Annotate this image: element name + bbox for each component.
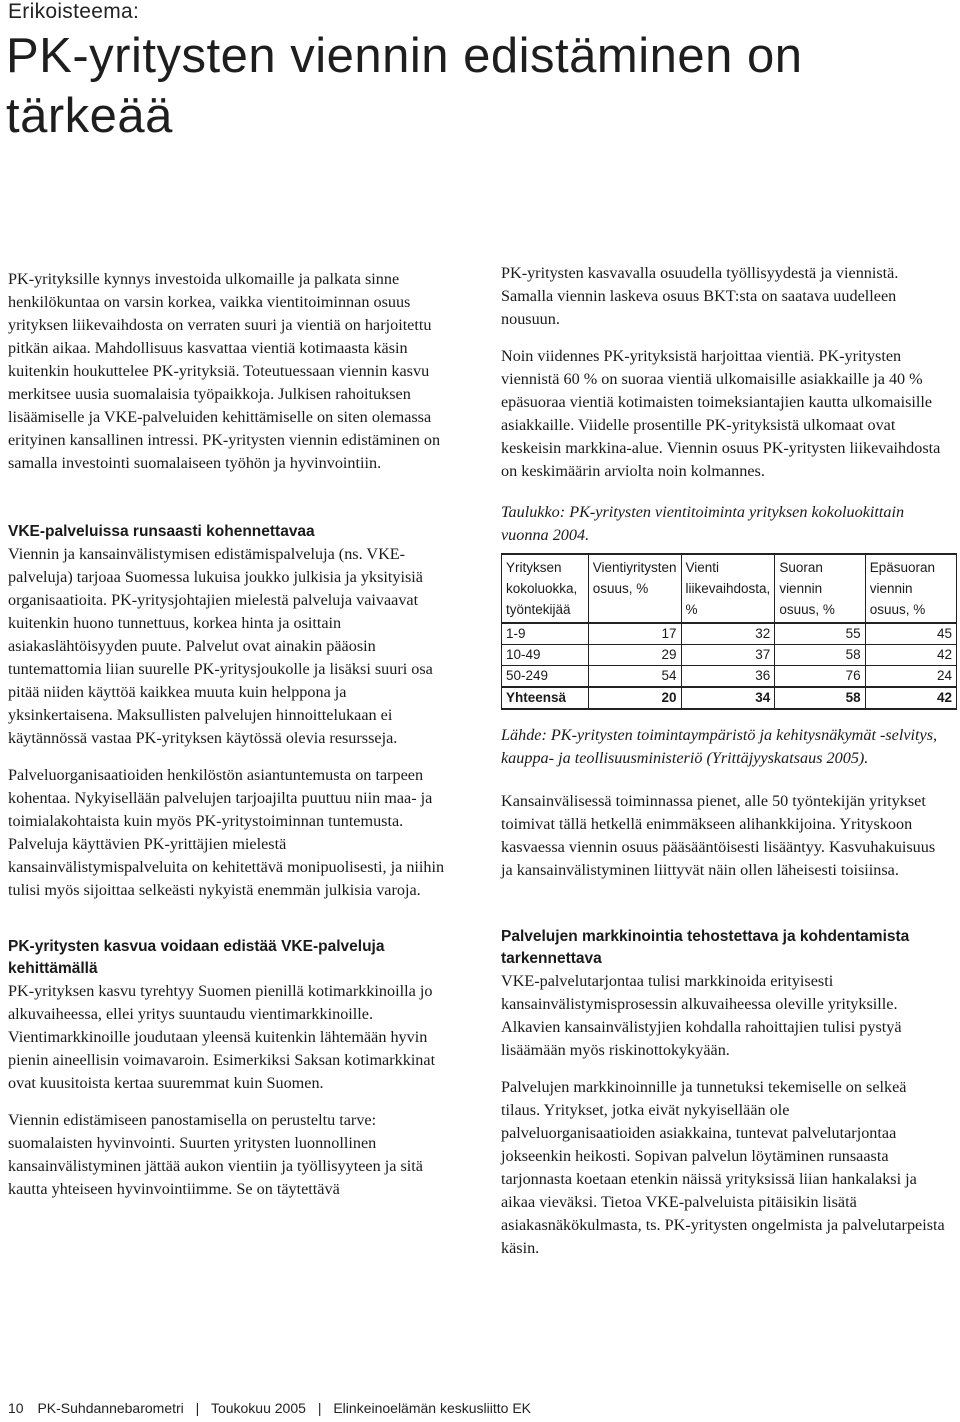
table-row [502, 645, 957, 666]
table-cell: 36 [681, 666, 775, 688]
column-header: Epäsuoran viennin osuus, % [865, 554, 956, 623]
table-cell: 76 [775, 666, 865, 688]
body-paragraph: VKE-palvelutarjontaa tulisi markkinoida erityisesti kansainvälistymisprosessin alkuvaiheessa oleville yrityksille. Alkavien kansainvälistyjien kohdalla rahoittajien tulisi pystyä lisäämään myös riskinottokykyään. [501, 972, 902, 1059]
section-heading-growth: PK-yritysten kasvua voidaan edistää VKE-palveluja kehittämällä [8, 938, 385, 977]
body-paragraph: PK-yrityksen kasvu tyrehtyy Suomen pienillä kotimarkkinoilla jo alkuvaiheessa, ellei yritys suuntaudu vientimarkkinoille. Vientimarkkinoille joudutaan yleensä kuitenkin lähtemään hyvin pienin aineellisin voimavaroin. Esimerkiksi Saksan kotimarkkinat ovat kuusitoista kertaa suuremmat kuin Suomen. [8, 982, 436, 1092]
body-paragraph: Viennin edistämiseen panostamisella on perusteltu tarve: suomalaisten hyvinvointi. Suurten yritysten luonnollinen kansainvälistyminen jättää aukon vientiin ja työllisyyteen ja sitä kautta yhteiseen hyvinvointiimme. Se on täytettävä [8, 1111, 423, 1198]
column-header: Vienti liikevaihdosta, % [681, 554, 775, 623]
table-cell: 55 [775, 623, 865, 645]
body-paragraph: PK-yritysten kasvavalla osuudella työllisyydestä ja viennistä. Samalla viennin laskeva osuus BKT:sta on saatava uudelleen nousuun. [501, 264, 899, 328]
table-caption: Taulukko: PK-yritysten vientitoiminta yrityksen kokoluokittain vuonna 2004. [501, 503, 905, 544]
table-cell: 29 [588, 645, 681, 666]
table-cell: 50-249 [502, 666, 589, 688]
export-table [501, 553, 957, 710]
table-cell: Yhteensä [502, 687, 589, 709]
table-total-row [502, 687, 957, 709]
column-header: Suoran viennin osuus, % [775, 554, 865, 623]
table-source: Lähde: PK-yritysten toimintaympäristö ja kehitysnäkymät -selvitys, kauppa- ja teollisuusministeriö (Yrittäjyyskatsaus 2005). [501, 726, 938, 767]
table-cell: 1-9 [502, 623, 589, 645]
page-number: 10 [8, 1400, 24, 1416]
table-cell: 58 [775, 687, 865, 709]
table-cell: 24 [865, 666, 956, 688]
footer-publisher: Elinkeinoelämän keskusliitto EK [333, 1400, 531, 1416]
footer-separator: | [195, 1400, 200, 1416]
footer-separator: | [317, 1400, 322, 1416]
table-cell: 32 [681, 623, 775, 645]
page-title: PK-yritysten viennin edistäminen on tärkeää [6, 29, 803, 143]
left-column [8, 268, 454, 1215]
column-header: Yrityksen kokoluokka, työntekijää [502, 554, 589, 623]
table-cell: 45 [865, 623, 956, 645]
table-row [502, 623, 957, 645]
table-cell: 54 [588, 666, 681, 688]
body-paragraph: Kansainvälisessä toiminnassa pienet, alle 50 työntekijän yritykset toimivat tällä hetkellä enimmäkseen alihankkijoina. Yrityskoon kasvaessa viennin osuus pääsääntöisesti lisääntyy. Kasvuhakuisuus ja kansainvälistyminen liittyvät näin ollen läheisesti toisiinsa. [501, 792, 936, 879]
body-paragraph: Palveluorganisaatioiden henkilöstön asiantuntemusta on tarpeen kohentaa. Nykyisellään palvelujen tarjoajilta puuttuu niin maa- ja toimialakohtaista kuin myös PK-yritystoiminnan tuntemusta. Palveluja käyttävien PK-yrittäjien mielestä kansainvälistymispalveluita on kehitettävä monipuolisesti, ja niihin tulisi myös sijoittaa selkeästi nykyistä enemmän julkisia varoja. [8, 766, 445, 899]
body-paragraph: Palvelujen markkinoinnille ja tunnetuksi tekemiselle on selkeä tilaus. Yritykset, jotka eivät nykyisellään ole palveluorganisaatioiden asiakkaina, tuntevat palvelutarjontaa jokseenkin heikosti. Sopivan palvelun löytäminen runsaasta tarjonnasta koetaan etenkin näissä yrityksissä liian hankalaksi ja aikaa vieväksi. Tietoa VKE-palveluista pitäisikin lisätä asiakasnäkökulmasta, ts. PK-yritysten ongelmista ja palvelutarpeista käsin. [501, 1078, 945, 1257]
page-footer [8, 1400, 531, 1416]
section-heading-vke: VKE-palveluissa runsaasti kohennettavaa [8, 523, 315, 540]
footer-issue: Toukokuu 2005 [210, 1400, 306, 1416]
section-kicker: Erikoisteema: [8, 0, 140, 23]
table-cell: 37 [681, 645, 775, 666]
table-row [502, 666, 957, 688]
table-cell: 20 [588, 687, 681, 709]
table-header-row [502, 554, 957, 623]
column-header: Vientiyritysten osuus, % [588, 554, 681, 623]
table-cell: 34 [681, 687, 775, 709]
footer-publication: PK-Suhdannebarometri [37, 1400, 184, 1416]
right-column [501, 262, 952, 1274]
section-heading-marketing: Palvelujen markkinointia tehostettava ja kohdentamista tarkennettava [501, 928, 910, 967]
body-paragraph: Viennin ja kansainvälistymisen edistämispalveluja (ns. VKE-palveluja) tarjoaa Suomessa lukuisa joukko julkisia ja yksityisiä organisaatioita. PK-yritysjohtajien mielestä palveluja vaivaavat kuitenkin huono tunnettuus, korkea hinta ja osittain asiakaslähtöisyyden puute. Palvelut ovat ainakin pääosin tuntemattomia liian suurelle PK-yritysjoukolle ja lisäksi suuri osa pitää niiden käyttöä kaikkea muuta kuin helppona ja yksinkertaisena. Maksullisten palvelujen hinnoittelukaan ei käytännössä vastaa PK-yrityksen käytössä olevia resursseja. [8, 545, 433, 747]
body-paragraph: Noin viidennes PK-yrityksistä harjoittaa vientiä. PK-yritysten viennistä 60 % on suoraa vientiä ulkomaisille asiakkaille ja 40 % epäsuoraa vientiä kotimaisten toimeksiantajien kautta ulkomaisille asiakkaille. Viidelle prosentille PK-yrityksistä ulkomaat ovat keskeisin markkina-alue. Viennin osuus PK-yritysten liikevaihdosta on keskimäärin arviolta noin kolmannes. [501, 347, 941, 480]
table-cell: 42 [865, 687, 956, 709]
table-cell: 58 [775, 645, 865, 666]
intro-paragraph: PK-yrityksille kynnys investoida ulkomaille ja palkata sinne henkilökuntaa on varsin korkea, vaikka vientitoiminnan osuus yrityksen liikevaihdosta on verraten suuri ja vientiä on harjoitettu pitkän aikaa. Mahdollisuus kasvattaa vientiä kotimaasta käsin kuitenkin houkuttelee PK-yrityksiä. Toteutuessaan viennin kasvu merkitsee uusia suomalaisia työpaikkoja. Julkisen rahoituksen lisäämiselle ja VKE-palveluiden kehittämiselle on siten olemassa erityinen kansallinen intressi. PK-yritysten viennin edistäminen on samalla investointi suomalaiseen työhön ja hyvinvointiin. [8, 270, 441, 472]
table-cell: 17 [588, 623, 681, 645]
table-cell: 10-49 [502, 645, 589, 666]
table-cell: 42 [865, 645, 956, 666]
